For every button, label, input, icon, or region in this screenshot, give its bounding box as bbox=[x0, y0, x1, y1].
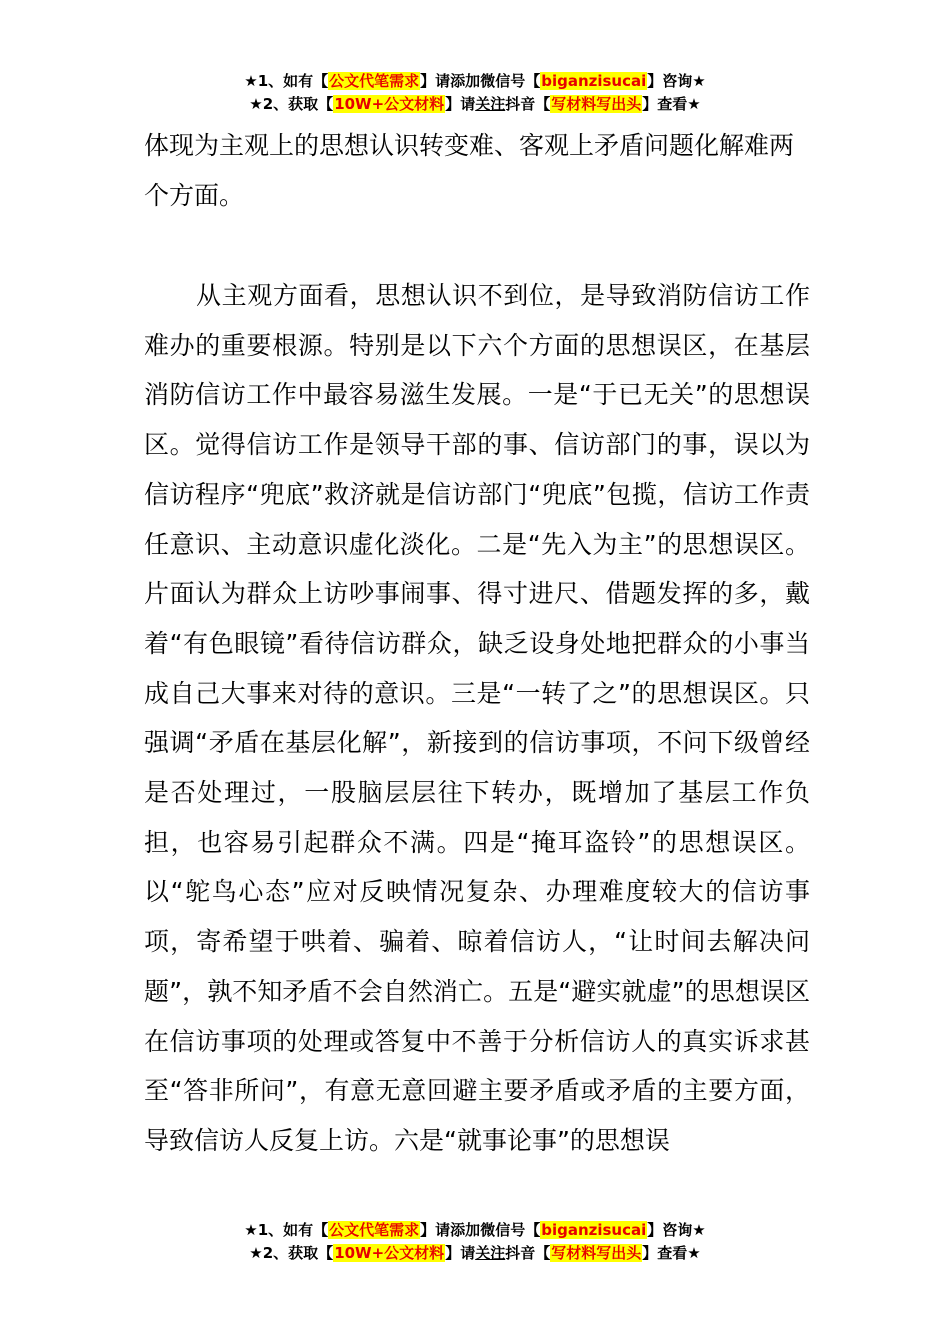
highlight-writing-service: 公文代笔需求 bbox=[329, 72, 420, 90]
follow-text: 关注 bbox=[475, 1244, 506, 1262]
follow-text: 关注 bbox=[475, 95, 506, 113]
highlight-douyin-account: 写材料写出头 bbox=[551, 95, 642, 113]
header-banner bbox=[0, 70, 950, 116]
highlight-douyin-account: 写材料写出头 bbox=[551, 1244, 642, 1262]
footer-line-1: ★1、如有【公文代笔需求】请添加微信号【biganzisucai】咨询★ bbox=[244, 1221, 706, 1239]
main-paragraph bbox=[144, 271, 810, 1166]
highlight-wechat-id: biganzisucai bbox=[541, 72, 647, 90]
highlight-materials: 10W+公文材料 bbox=[334, 95, 445, 113]
highlight-wechat-id: biganzisucai bbox=[541, 1221, 647, 1239]
intro-text: 体现为主观上的思想认识转变难、客观上矛盾问题化解难两个方面。 bbox=[144, 131, 795, 210]
banner-line-1: ★1、如有【公文代笔需求】请添加微信号【biganzisucai】咨询★ bbox=[244, 72, 706, 90]
footer-line-2: ★2、获取【10W+公文材料】请关注抖音【写材料写出头】查看★ bbox=[249, 1244, 701, 1262]
highlight-writing-service: 公文代笔需求 bbox=[329, 1221, 420, 1239]
footer-banner bbox=[0, 1219, 950, 1265]
highlight-materials: 10W+公文材料 bbox=[334, 1244, 445, 1262]
intro-paragraph bbox=[144, 121, 810, 220]
banner-line-2: ★2、获取【10W+公文材料】请关注抖音【写材料写出头】查看★ bbox=[249, 95, 701, 113]
main-text: 从主观方面看，思想认识不到位，是导致消防信访工作难办的重要根源。特别是以下六个方面的思想误区，在基层消防信访工作中最容易滋生发展。一是“于已无关”的思想误区。觉得信访工作是领导干部的事、信访部门的事，误以为信访程序“兜底”救济就是信访部门“兜底”包揽，信访工作责任意识、主动意识虚化淡化。二是“先入为主”的思想误区。片面认为群众上访吵事闹事、得寸进尺、借题发挥的多，戴着“有色眼镜”看待信访群众，缺乏设身处地把群众的小事当成自己大事来对待的意识。三是“一转了之”的思想误区。只强调“矛盾在基层化解”，新接到的信访事项，不问下级曾经是否处理过，一股脑层层往下转办，既增加了基层工作负担，也容易引起群众不满。四是“掩耳盗铃”的思想误区。以“鸵鸟心态”应对反映情况复杂、办理难度较大的信访事项，寄希望于哄着、骗着、晾着信访人，“让时间去解决问题”，孰不知矛盾不会自然消亡。五是“避实就虚”的思想误区在信访事项的处理或答复中不善于分析信访人的真实诉求甚至“答非所问”，有意无意回避主要矛盾或矛盾的主要方面，导致信访人反复上访。六是“就事论事”的思想误 bbox=[144, 281, 810, 1155]
